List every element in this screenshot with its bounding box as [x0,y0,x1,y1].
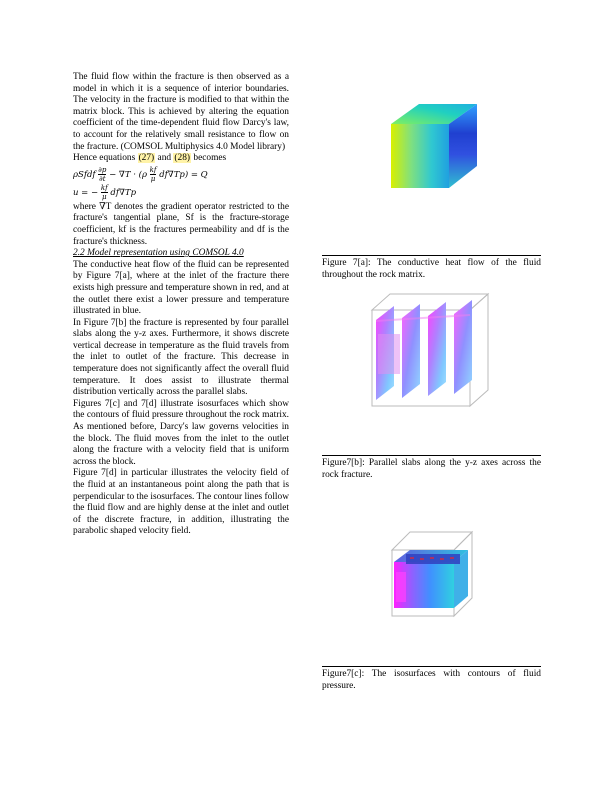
figure-7c-image [388,528,476,620]
figure-7b-image [368,290,494,410]
eq2-permeability-ratio [101,184,108,201]
eq1-rho: ρ [141,169,147,180]
figure-7c-rule [322,666,541,667]
paragraph-fig7a: The conductive heat flow of the fluid can be represented by Figure 7[a], where at the inlet of the fracture there exists high pressure and temperature shown in red, and at the outlet there exist a lower pressure and temperature illustrated in blue. [73,259,289,317]
eq1-lhs: ρSfdf [73,169,96,180]
section-subheading: 2.2 Model representation using COMSOL 4.0 [73,248,244,259]
hence-line [73,153,289,165]
eq1-k-den: μ [150,174,156,183]
eq1-mid: − ∇T · ( [109,169,142,180]
hence-and: and [155,153,174,164]
figure-7a-image [385,100,485,192]
eq1-frac-den: ∂t [99,174,106,183]
equation-velocity [73,184,289,201]
figure-7a-rule [322,255,541,256]
paragraph-fig7c: Figures 7[c] and 7[d] illustrate isosurfaces which show the contours of fluid pressure throughout the rock matrix. As mentioned before, Darcy's law governs velocities in the block. The fluid moves from the inlet to the outlet along the fracture with a velocity field that is uniform across the block. [73,398,289,467]
eq2-lhs: u = − [73,187,99,198]
eq1-frac-num: ∂p [98,165,107,174]
eq2-k-num: kf [100,183,108,192]
cube-front-face [391,124,449,188]
left-column [73,72,289,538]
eq1-time-derivative [98,166,106,183]
paragraph-fracture-flow: The fluid flow within the fracture is then observed as a model in which it is a sequence of interior boundaries. The velocity in the fracture is modified to that within the matrix block. This is achieved by altering the equation coefficient of the time-dependent fluid flow Darcy's law, to account for the relatively small resistance to flow on the fracture. (COMSOL Multiphysics 4.0 Model library) [73,72,289,152]
paragraph-fig7b: In Figure 7[b] the fracture is represented by four parallel slabs along the y-z axes. Furthermore, it shows discrete vertical decrease in temperature as the fluid travels from the inlet to outlet of the fracture. This decrease in temperature does not significantly affect the overall fluid temperature. It does assist to illustrate thermal distribution vertically across the parallel slabs. [73,317,289,398]
eq1-end: df∇Tp) = Q [159,169,208,180]
equation-storage [73,166,289,183]
equation-ref-28[interactable]: (28) [174,153,191,164]
eq1-k-num: kf [149,165,157,174]
figure-7b-rule [322,455,541,456]
hence-suffix: becomes [191,153,227,164]
eq2-end: df∇Tp [110,187,137,198]
eq1-permeability-ratio [150,166,157,183]
paragraph-fig7d: Figure 7[d] in particular illustrates the velocity field of the fluid at an instantaneous point along the path that is perpendicular to the isosurfaces. The contour lines follow the fluid flow and are highly dense at the inlet and outlet of the discrete fracture, in addition, illustrating the parabolic shaped velocity field. [73,468,289,537]
figure-7b-caption: Figure7[b]: Parallel slabs along the y-z axes across the rock fracture. [322,458,541,480]
eq2-k-den: μ [101,192,107,201]
equation-ref-27[interactable]: (27) [138,153,155,164]
hence-prefix: Hence equations [73,153,138,164]
figure-7c-caption: Figure7[c]: The isosurfaces with contours of fluid pressure. [322,669,541,691]
paragraph-where: where ∇T denotes the gradient operator restricted to the fracture's tangential plane, Sf is the fracture-storage coefficient, kf is the fractures permeability and df is the fracture's thickness. [73,201,289,247]
figure-7a-caption: Figure 7[a]: The conductive heat flow of the fluid throughout the rock matrix. [322,258,541,280]
